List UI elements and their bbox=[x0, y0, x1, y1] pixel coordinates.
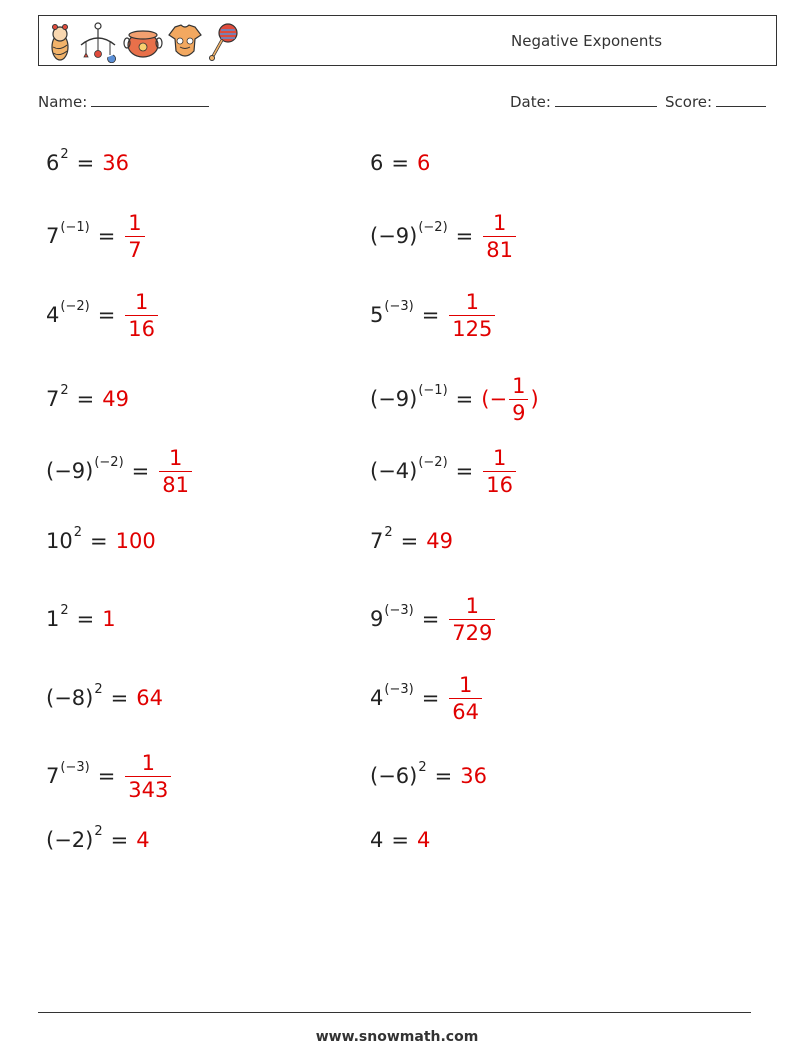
problem-exponent: (−2) bbox=[60, 298, 90, 314]
answer bbox=[417, 151, 430, 175]
problem-item bbox=[46, 285, 160, 345]
answer-fraction bbox=[125, 210, 144, 263]
problem-exponent: 2 bbox=[94, 823, 103, 839]
problem-base: 5 bbox=[370, 303, 384, 327]
problem-base: 6 bbox=[370, 151, 384, 175]
problem-exponent: (−3) bbox=[384, 298, 414, 314]
fraction-numerator: 1 bbox=[465, 593, 480, 618]
problem-exponent: (−3) bbox=[384, 681, 414, 697]
fraction-denominator: 81 bbox=[483, 236, 516, 263]
header-icons bbox=[47, 20, 239, 64]
fraction-denominator: 9 bbox=[509, 399, 528, 426]
problem-base: 4 bbox=[46, 303, 60, 327]
equals-sign: = bbox=[110, 686, 129, 710]
fraction-denominator: 343 bbox=[125, 776, 171, 803]
problem-exponent: 2 bbox=[418, 759, 427, 775]
problem-item bbox=[46, 206, 147, 266]
problem-base: 7 bbox=[46, 387, 60, 411]
answer bbox=[136, 686, 163, 710]
fraction-denominator: 64 bbox=[449, 698, 482, 725]
problem-exponent: (−3) bbox=[60, 759, 90, 775]
fraction-numerator: 1 bbox=[128, 210, 142, 235]
equals-sign: = bbox=[131, 459, 150, 483]
date-label: Date: bbox=[510, 93, 551, 111]
rattle-icon bbox=[207, 21, 239, 63]
name-field bbox=[38, 92, 209, 111]
fraction-numerator: 1 bbox=[141, 750, 156, 775]
fraction-denominator: 16 bbox=[483, 471, 516, 498]
date-field bbox=[510, 92, 657, 111]
answer bbox=[123, 210, 146, 263]
problem-base: 6 bbox=[46, 151, 60, 175]
problem-exponent: 2 bbox=[60, 146, 69, 162]
answer-fraction bbox=[509, 373, 528, 426]
answer bbox=[447, 289, 497, 342]
problem-base: 1 bbox=[46, 607, 60, 631]
answer-fraction bbox=[449, 593, 495, 646]
answer bbox=[157, 445, 194, 498]
baby-mobile-icon bbox=[77, 21, 119, 63]
equals-sign: = bbox=[391, 151, 409, 175]
fraction-denominator: 16 bbox=[125, 315, 158, 342]
fraction-denominator: 7 bbox=[125, 236, 144, 263]
answer-value: 1 bbox=[102, 607, 116, 631]
answer bbox=[102, 387, 129, 411]
equals-sign: = bbox=[76, 387, 95, 411]
answer-value: 4 bbox=[416, 828, 431, 852]
name-label: Name: bbox=[38, 93, 88, 111]
score-label: Score: bbox=[665, 93, 713, 111]
answer-value: 36 bbox=[460, 764, 487, 788]
problem-base: 7 bbox=[370, 529, 384, 553]
problem-exponent: (−2) bbox=[94, 454, 124, 470]
answer bbox=[136, 828, 149, 852]
problem-item bbox=[370, 668, 484, 728]
answer-value: 64 bbox=[136, 686, 163, 710]
answer bbox=[447, 672, 484, 725]
answer bbox=[123, 750, 173, 803]
problem-base: 9 bbox=[370, 607, 384, 631]
problem-base: 4 bbox=[370, 686, 384, 710]
problem-item bbox=[46, 369, 129, 429]
answer-value: 36 bbox=[102, 151, 129, 175]
fraction-numerator: 1 bbox=[458, 672, 473, 697]
problem-base: (−9) bbox=[370, 387, 418, 411]
fraction-numerator: 1 bbox=[465, 289, 480, 314]
problem-base: (−8) bbox=[46, 686, 94, 710]
problem-item bbox=[370, 810, 430, 870]
problem-exponent: (−1) bbox=[418, 382, 448, 398]
fraction-numerator: 1 bbox=[492, 210, 507, 235]
equals-sign: = bbox=[455, 224, 474, 248]
problem-base: (−9) bbox=[46, 459, 94, 483]
equals-sign: = bbox=[455, 387, 474, 411]
name-blank bbox=[91, 92, 209, 107]
equals-sign: = bbox=[76, 151, 95, 175]
answer bbox=[481, 445, 518, 498]
fraction-numerator: 1 bbox=[134, 289, 149, 314]
equals-sign: = bbox=[97, 303, 116, 327]
fraction-denominator: 125 bbox=[449, 315, 495, 342]
problem-item bbox=[46, 589, 116, 649]
problem-item bbox=[370, 285, 497, 345]
equals-sign: = bbox=[421, 686, 440, 710]
problem-exponent: 2 bbox=[60, 382, 69, 398]
problem-item bbox=[46, 746, 173, 806]
problem-item bbox=[46, 133, 129, 193]
equals-sign: = bbox=[110, 828, 129, 852]
answer-value: 100 bbox=[115, 529, 156, 553]
problem-exponent: (−2) bbox=[418, 219, 448, 235]
answer-prefix: (− bbox=[481, 387, 508, 411]
answer bbox=[417, 828, 430, 852]
equals-sign: = bbox=[97, 224, 116, 248]
answer-fraction bbox=[449, 672, 482, 725]
problem-exponent: 2 bbox=[384, 524, 393, 540]
problem-item bbox=[370, 206, 518, 266]
problem-item bbox=[46, 441, 194, 501]
problem-item bbox=[46, 810, 150, 870]
problem-exponent: (−1) bbox=[60, 219, 90, 235]
fraction-denominator: 729 bbox=[449, 619, 495, 646]
answer bbox=[460, 764, 487, 788]
answer-fraction bbox=[125, 289, 158, 342]
fraction-numerator: 1 bbox=[492, 445, 507, 470]
answer-value: 49 bbox=[102, 387, 129, 411]
problem-item bbox=[370, 369, 539, 429]
problem-base: (−2) bbox=[46, 828, 94, 852]
baby-pot-icon bbox=[123, 21, 163, 63]
page-title: Negative Exponents bbox=[511, 32, 663, 50]
answer bbox=[481, 210, 518, 263]
answer-fraction bbox=[483, 210, 516, 263]
answer-suffix: ) bbox=[530, 387, 539, 411]
problem-item bbox=[370, 589, 497, 649]
problem-base: (−9) bbox=[370, 224, 418, 248]
score-blank bbox=[716, 92, 766, 107]
answer-fraction bbox=[159, 445, 192, 498]
problem-exponent: 2 bbox=[73, 524, 83, 540]
problem-exponent: 2 bbox=[94, 681, 103, 697]
problem-item bbox=[370, 511, 453, 571]
problem-exponent: (−3) bbox=[384, 602, 414, 618]
problem-item bbox=[46, 668, 163, 728]
equals-sign: = bbox=[76, 607, 95, 631]
problem-base: (−6) bbox=[370, 764, 418, 788]
footer-url: www.snowmath.com bbox=[315, 1029, 479, 1045]
problem-item bbox=[46, 511, 156, 571]
problem-exponent: 2 bbox=[60, 602, 69, 618]
equals-sign: = bbox=[421, 607, 440, 631]
answer bbox=[123, 289, 160, 342]
fraction-numerator: 1 bbox=[168, 445, 183, 470]
date-blank bbox=[555, 92, 657, 107]
answer bbox=[102, 607, 115, 631]
baby-onesie-icon bbox=[167, 21, 203, 63]
answer-value: 4 bbox=[136, 828, 150, 852]
answer-fraction bbox=[449, 289, 495, 342]
problem-base: 7 bbox=[46, 764, 60, 788]
answer bbox=[116, 529, 156, 553]
fraction-numerator: 1 bbox=[512, 373, 526, 398]
equals-sign: = bbox=[455, 459, 474, 483]
problem-base: 10 bbox=[46, 529, 73, 553]
equals-sign: = bbox=[97, 764, 116, 788]
answer bbox=[481, 373, 538, 426]
equals-sign: = bbox=[400, 529, 419, 553]
problem-base: 4 bbox=[370, 828, 384, 852]
fraction-denominator: 81 bbox=[159, 471, 192, 498]
problem-base: (−4) bbox=[370, 459, 418, 483]
equals-sign: = bbox=[391, 828, 409, 852]
header-box bbox=[38, 15, 777, 66]
answer-fraction bbox=[125, 750, 171, 803]
score-field bbox=[665, 92, 766, 111]
equals-sign: = bbox=[90, 529, 108, 553]
problem-item bbox=[370, 441, 518, 501]
equals-sign: = bbox=[434, 764, 453, 788]
answer bbox=[102, 151, 129, 175]
baby-icon bbox=[47, 21, 73, 63]
problem-item bbox=[370, 746, 487, 806]
answer bbox=[426, 529, 453, 553]
answer-fraction bbox=[483, 445, 516, 498]
answer-value: 49 bbox=[426, 529, 453, 553]
problem-exponent: (−2) bbox=[418, 454, 448, 470]
equals-sign: = bbox=[421, 303, 440, 327]
footer-divider bbox=[38, 1012, 751, 1013]
answer-value: 6 bbox=[416, 151, 431, 175]
problem-item bbox=[370, 133, 430, 193]
problem-base: 7 bbox=[46, 224, 60, 248]
answer bbox=[447, 593, 497, 646]
